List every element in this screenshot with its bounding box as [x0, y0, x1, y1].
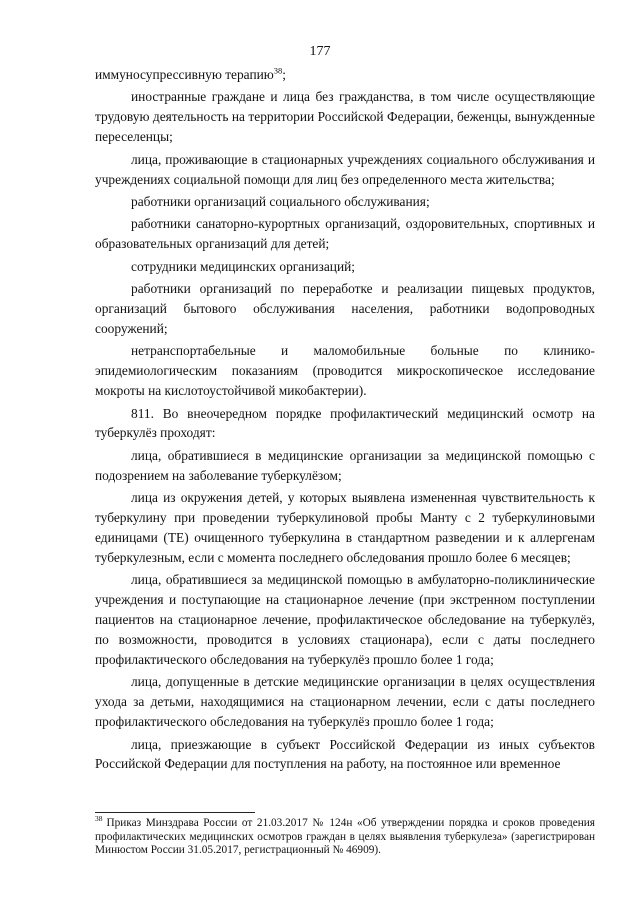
footnote	[95, 814, 595, 858]
footnote-reference: 38	[273, 65, 283, 76]
paragraph-immobile-patients: нетранспортабельные и маломобильные больные по клинико-эпидемиологическим показаниям (проводится микроскопическое исследование мокроты на кислотоустойчивой микобактерии).	[95, 343, 595, 399]
paragraph-children-contacts: лица из окружения детей, у которых выявлена измененная чувствительность к туберкулину при проведении туберкулиновой пробы Манту с 2 туберкулиновыми единицами (ТЕ) очищенного туберкулина в стандартном разведении и к аллергенам туберкулезным, если с момента последнего обследования прошло более 6 месяцев;	[95, 490, 595, 565]
footnote-text: Приказ Минздрава России от 21.03.2017 № 124н «Об утверждении порядка и сроков проведения профилактических медицинских осмотров граждан в целях выявления туберкулеза» (зарегистрирован Минюстом России 31.05.2017, регистрационный № 46909).	[95, 817, 595, 857]
footnote-divider	[95, 812, 255, 813]
paragraph-sanatorium-workers: работники санаторно-курортных организаций, оздоровительных, спортивных и образовательных организаций для детей;	[95, 216, 595, 252]
paragraph-suspected-tb: лица, обратившиеся в медицинские организации за медицинской помощью с подозрением на заболевание туберкулёзом;	[95, 447, 595, 483]
paragraph-social-workers: работники организаций социального обслуживания;	[131, 193, 430, 209]
paragraph-text: иммуносупрессивную терапию	[95, 67, 274, 82]
paragraph-stationary-residents: лица, проживающие в стационарных учреждениях социального обслуживания и учреждениях социальной помощи для лиц без определенного места жительства;	[95, 151, 595, 187]
paragraph-immunosuppressive	[95, 65, 595, 85]
page-number: 177	[309, 44, 331, 59]
paragraph-medical-staff: сотрудники медицинских организаций;	[131, 258, 355, 274]
paragraph-arrivals: лица, приезжающие в субъект Российской Федерации из иных субъектов Российской Федерации для поступления на работу, на постоянное или временное	[95, 736, 595, 772]
paragraph-clause-811: 811. Во внеочередном порядке профилактический медицинский осмотр на туберкулёз проходят:	[95, 405, 595, 441]
paragraph-outpatients: лица, обратившиеся за медицинской помощью в амбулаторно-поликлинические учреждения и поступающие на стационарное лечение (при экстренном поступлении пациентов на стационарное лечение, профилактическое обследование на туберкулёз, по возможности, проводится в условиях стационара), если с даты последнего профилактического обследования на туберкулёз прошло более 1 года;	[95, 572, 595, 667]
paragraph-child-caregivers: лица, допущенные в детские медицинские организации в целях осуществления ухода за детьми, находящимися на стационарном лечении, если с даты последнего профилактического обследования на туберкулёз прошло более 1 года;	[95, 674, 595, 730]
paragraph-food-workers: работники организаций по переработке и реализации пищевых продуктов, организаций бытового обслуживания населения, работники водопроводных сооружений;	[95, 281, 595, 336]
footnote-mark: 38	[95, 814, 103, 824]
paragraph-foreign-citizens: иностранные граждане и лица без гражданства, в том числе осуществляющие трудовую деятельность на территории Российской Федерации, беженцы, вынужденные переселенцы;	[95, 89, 595, 145]
body-text	[95, 65, 595, 777]
paragraph-tail: ;	[282, 67, 287, 82]
